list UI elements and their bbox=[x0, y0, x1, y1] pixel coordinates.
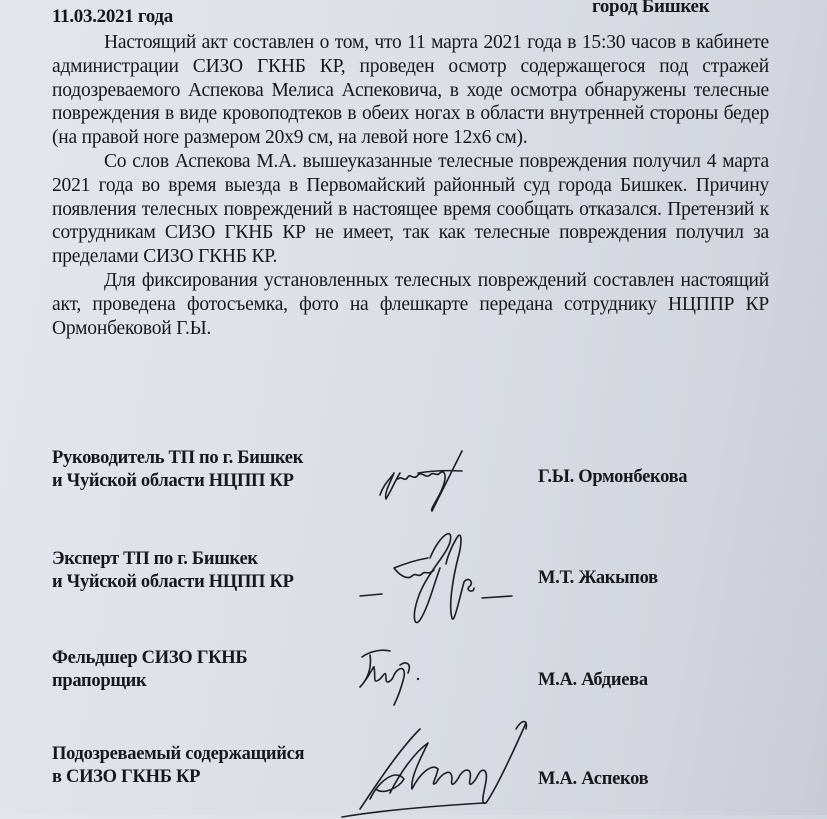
handwritten-signature-icon bbox=[350, 639, 440, 711]
signatory-name: М.А. Аспеков bbox=[538, 769, 649, 789]
signatory-title bbox=[52, 548, 294, 594]
signature-block-head bbox=[52, 447, 812, 517]
signatory-title bbox=[52, 447, 303, 493]
signature-block-paramedic bbox=[52, 647, 812, 717]
handwritten-signature-icon bbox=[354, 524, 524, 634]
document-date: 11.03.2021 года bbox=[52, 6, 173, 27]
signatory-title-line: Фельдшер СИЗО ГКНБ bbox=[52, 648, 248, 668]
signatory-name: Г.Ы. Ормонбекова bbox=[538, 467, 688, 487]
document-city: город Бишкек bbox=[592, 0, 710, 17]
paragraph-inspection: Настоящий акт составлен о том, что 11 марта 2021 года в 15:30 часов в кабинете администрации СИЗО ГКНБ КР, проведен осмотр содержащегося под стражей подозреваемого Аспекова Мелиса Аспековича, в ходе осмотра обнаружены телесные повреждения в виде кровоподтеков в обеих ногах в области внутренней стороны бедер (на правой ноге размером 20х9 см, на левой ноге 12х6 см). bbox=[52, 32, 769, 149]
signatory-title-line: в СИЗО ГКНБ КР bbox=[52, 767, 201, 787]
signatory-title-line: Подозреваемый содержащийся bbox=[52, 744, 305, 764]
signatory-title bbox=[52, 647, 247, 693]
paragraph-statement: Со слов Аспекова М.А. вышеуказанные телесные повреждения получил 4 марта 2021 года во время выезда в Первомайский районный суд города Бишкек. Причину появления телесных повреждений в настоящее время сообщать отказался. Претензий к сотрудникам СИЗО ГКНБ КР не имеет, так как телесные повреждения получил за пределами СИЗО ГКНБ КР. bbox=[52, 150, 769, 268]
signatory-name: М.Т. Жакыпов bbox=[538, 568, 658, 588]
act-body bbox=[52, 31, 769, 340]
signatory-title-line: прапорщик bbox=[52, 671, 147, 691]
signature-block-suspect bbox=[52, 743, 812, 813]
signatory-title-line: Руководитель ТП по г. Бишкек bbox=[52, 448, 304, 468]
signatory-title-line: и Чуйской области НЦПП КР bbox=[52, 471, 294, 491]
signatory-title-line: и Чуйской области НЦПП КР bbox=[52, 572, 294, 592]
handwritten-signature-icon bbox=[340, 709, 540, 819]
signatory-title-line: Эксперт ТП по г. Бишкек bbox=[52, 549, 258, 569]
handwritten-signature-icon bbox=[370, 443, 480, 523]
signatory-name: М.А. Абдиева bbox=[538, 670, 648, 690]
signature-block-expert bbox=[52, 548, 812, 618]
signatory-title bbox=[52, 743, 304, 789]
paragraph-documentation: Для фиксирования установленных телесных повреждений составлен настоящий акт, проведена фотосъемка, фото на флешкарте передана сотруднику НЦППР КР Ормонбековой Г.Ы. bbox=[52, 269, 769, 339]
